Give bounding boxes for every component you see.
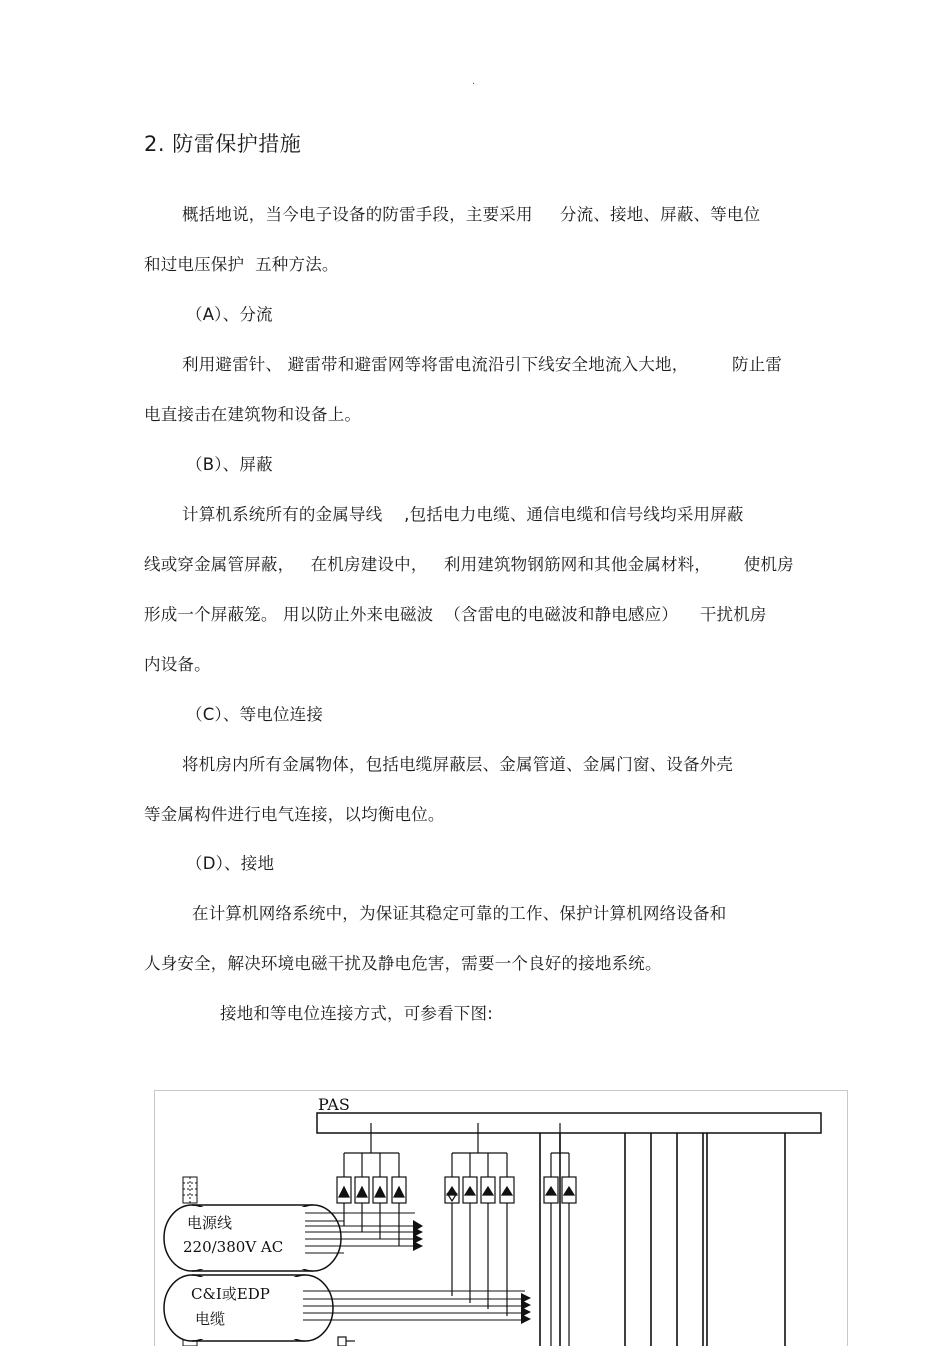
subsection-a-title: （A）、分流	[186, 305, 273, 324]
signal-cable-subtitle: 电缆	[195, 1310, 226, 1328]
pas-bus-bar	[317, 1113, 821, 1133]
figure-intro: 接地和等电位连接方式，可参看下图:	[220, 1004, 493, 1023]
grounding-diagram	[154, 1090, 848, 1346]
bus-drop-lines	[540, 1133, 785, 1346]
subsection-b-line-2: 线或穿金属管屏蔽， 在机房建设中， 利用建筑物钢筋网和其他金属材料， 使机房	[144, 555, 794, 574]
subsection-b-line-3: 形成一个屏蔽笼。 用以防止外来电磁波 （含雷电的电磁波和静电感应） 干扰机房	[144, 605, 767, 624]
section-title: 2. 防雷保护措施	[144, 132, 302, 156]
power-cable-voltage: 220/380V AC	[183, 1238, 284, 1256]
subsection-c-line-1: 将机房内所有金属物体，包括电缆屏蔽层、金属管道、金属门窗、设备外壳	[182, 755, 734, 774]
intro-line-2: 和过电压保护 五种方法。	[144, 255, 339, 274]
subsection-a-line-2: 电直接击在建筑物和设备上。	[144, 405, 362, 424]
signal-cable	[164, 1275, 531, 1341]
subsection-c-title: （C）、等电位连接	[186, 705, 324, 724]
subsection-d-title: （D）、接地	[186, 854, 275, 873]
subsection-b-line-1: 计算机系统所有的金属导线 ,包括电力电缆、通信电缆和信号线均采用屏蔽	[182, 505, 744, 524]
pas-label: PAS	[318, 1095, 350, 1114]
header-dot: .	[472, 76, 476, 87]
power-cable	[164, 1205, 423, 1271]
subsection-b-line-4: 内设备。	[144, 655, 211, 674]
subsection-d-line-2: 人身安全，解决环境电磁干扰及静电危害，需要一个良好的接地系统。	[144, 954, 662, 973]
surge-protector-group-2	[445, 1123, 514, 1316]
subsection-c-line-2: 等金属构件进行电气连接，以均衡电位。	[144, 805, 445, 824]
grounding-diagram-svg	[155, 1091, 847, 1346]
signal-cable-label: C&I或EDP	[191, 1285, 270, 1303]
power-cable-label: 电源线	[187, 1214, 233, 1232]
surge-protector-group-1	[337, 1123, 406, 1246]
intro-line-1: 概括地说，当今电子设备的防雷手段，主要采用 分流、接地、屏蔽、等电位	[182, 205, 761, 224]
subsection-d-line-1: 在计算机网络系统中，为保证其稳定可靠的工作、保护计算机网络设备和	[192, 904, 727, 923]
subsection-b-title: （B）、屏蔽	[186, 455, 273, 474]
subsection-a-line-1: 利用避雷针、 避雷带和避雷网等将雷电流沿引下线安全地流入大地， 防止雷	[182, 355, 783, 374]
